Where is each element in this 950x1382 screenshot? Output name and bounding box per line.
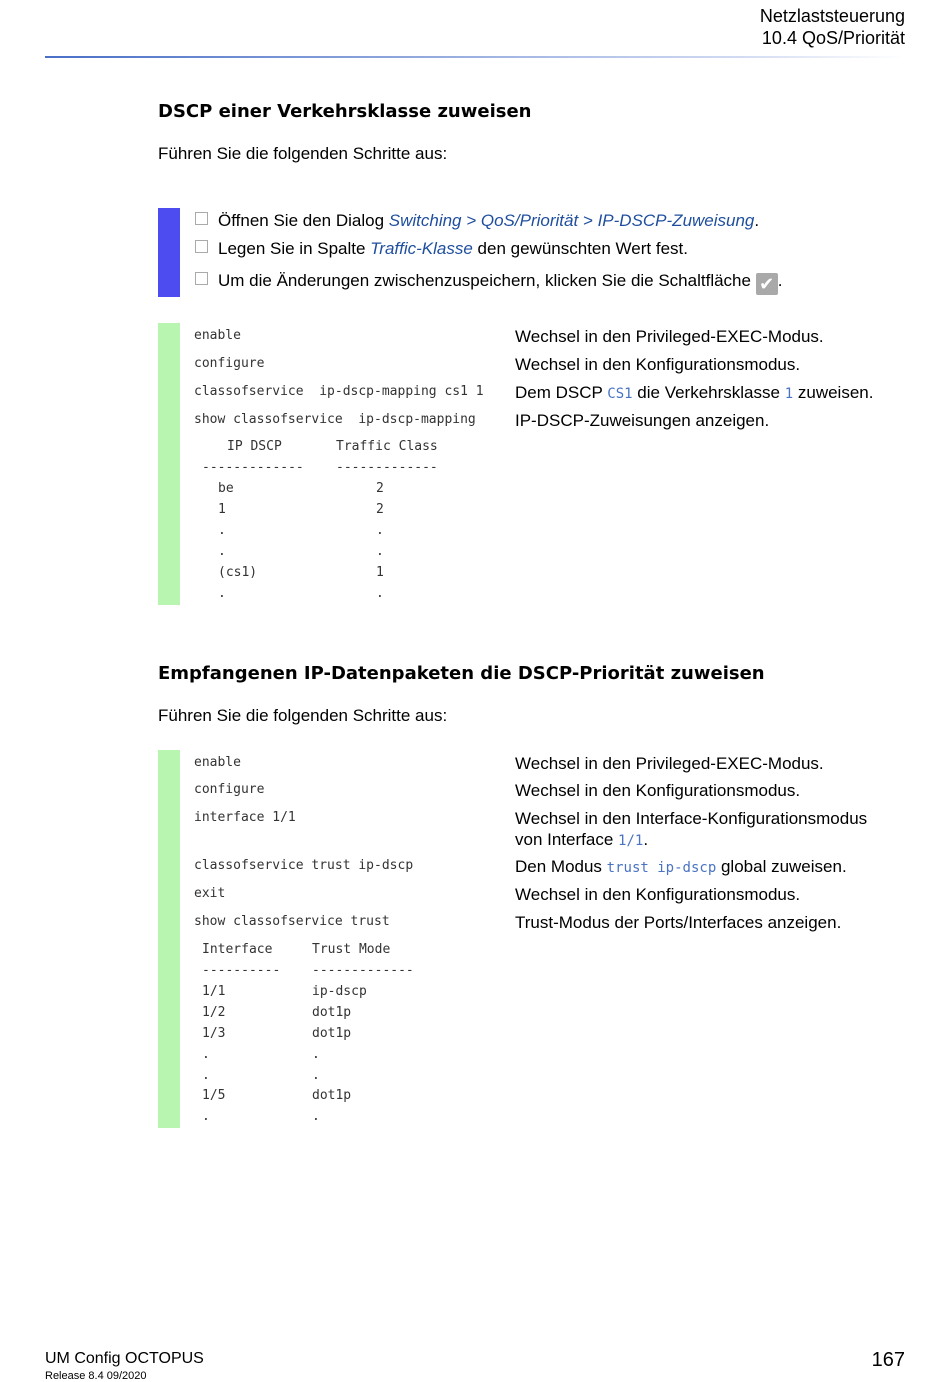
desc-text: global zuweisen. [716,857,847,876]
step-3 [195,271,782,295]
desc-text: die Verkehrsklasse [632,383,785,402]
table-separator: ------------- [336,460,438,475]
table-cell: . [218,586,226,601]
step-text: Legen Sie in Spalte [218,239,371,258]
desc-text: Den Modus [515,857,607,876]
command-trust-ip-dscp: classofservice trust ip-dscp [194,858,414,873]
table-cell: dot1p [312,1026,352,1041]
step-text: Um die Änderungen zwischenzuspeichern, klicken Sie die Schaltfläche [218,271,756,290]
command-description: Wechsel in den Interface-Konfigurationsmodus [515,809,868,828]
table-header: Traffic Class [336,439,438,454]
step-text: . [777,271,783,290]
checkbox-icon [195,272,208,285]
code-value: 1 [784,386,794,402]
table-cell: 1 [376,565,384,580]
page-number: 167 [871,1349,905,1371]
table-cell: (cs1) [218,565,258,580]
command-description: Wechsel in den Privileged-EXEC-Modus. [515,754,824,773]
table-cell: 1/1 [202,984,226,999]
table-separator: ------------- [202,460,304,475]
table-cell: 1/5 [202,1088,226,1103]
section1-intro: Führen Sie die folgenden Schritte aus: [158,144,448,163]
header-chapter: Netzlaststeuerung [759,6,905,26]
table-cell: 2 [376,481,384,496]
section2-heading: Empfangenen IP-Datenpaketen die DSCP-Priorität zuweisen [158,663,765,684]
command-description: Trust-Modus der Ports/Interfaces anzeigen. [515,913,842,932]
command-show-trust: show classofservice trust [194,914,390,929]
table-cell: . [218,523,226,538]
command-enable: enable [194,328,241,343]
table-cell: 1 [218,502,226,517]
table-cell: . [312,1068,320,1083]
command-description: Wechsel in den Privileged-EXEC-Modus. [515,327,824,346]
command-exit: exit [194,886,226,901]
table-cell: 1/2 [202,1005,226,1020]
table-cell: 1/3 [202,1026,226,1041]
table-cell: 2 [376,502,384,517]
table-cell: . [202,1068,210,1083]
command-marker-bar [158,323,180,605]
traffic-class-link[interactable]: Traffic-Klasse [370,239,473,258]
desc-text: zuweisen. [793,383,874,402]
command-description [515,382,873,405]
code-value: trust ip-dscp [606,860,717,876]
checkbox-icon [195,240,208,253]
command-description [515,829,648,852]
table-cell: be [218,481,234,496]
command-show-mapping: show classofservice ip-dscp-mapping [194,412,476,427]
table-cell: . [376,544,384,559]
table-header: IP DSCP [227,439,282,454]
command-description: Wechsel in den Konfigurationsmodus. [515,355,801,374]
step-text: Öffnen Sie den Dialog [218,211,389,230]
step-text: den gewünschten Wert fest. [472,239,688,258]
command-configure: configure [194,356,265,371]
table-cell: . [312,1109,320,1124]
table-separator: ---------- [202,963,281,978]
step-1 [195,211,759,231]
section2-intro: Führen Sie die folgenden Schritte aus: [158,706,448,725]
header-rule [45,56,905,58]
command-description: Wechsel in den Konfigurationsmodus. [515,781,801,800]
command-configure: configure [194,782,265,797]
command-interface: interface 1/1 [194,810,296,825]
footer-release: Release 8.4 09/2020 [45,1370,147,1382]
step-2 [195,239,688,259]
desc-text: von Interface [515,830,619,849]
dialog-path-link[interactable]: Switching > QoS/Priorität > IP-DSCP-Zuweisung [388,211,755,230]
table-cell: . [376,523,384,538]
table-cell: . [218,544,226,559]
table-cell: . [376,586,384,601]
command-description: IP-DSCP-Zuweisungen anzeigen. [515,411,770,430]
checkmark-icon[interactable]: ✔ [756,273,778,295]
desc-text: . [643,830,649,849]
command-description: Wechsel in den Konfigurationsmodus. [515,885,801,904]
checkbox-icon [195,212,208,225]
desc-text: Dem DSCP [515,383,608,402]
command-ip-dscp-mapping: classofservice ip-dscp-mapping cs1 1 [194,384,484,399]
command-enable: enable [194,755,241,770]
footer-title: UM Config OCTOPUS [45,1350,204,1367]
code-value: 1/1 [618,833,644,849]
steps-marker-bar [158,208,180,297]
command-description [515,856,847,879]
table-cell: dot1p [312,1005,352,1020]
table-separator: ------------- [312,963,414,978]
step-text: . [754,211,760,230]
table-cell: . [312,1047,320,1062]
table-cell: . [202,1047,210,1062]
table-cell: ip-dscp [312,984,367,999]
section1-heading: DSCP einer Verkehrsklasse zuweisen [158,101,532,122]
table-cell: . [202,1109,210,1124]
table-cell: dot1p [312,1088,352,1103]
header-section: 10.4 QoS/Priorität [761,28,905,48]
command-marker-bar [158,750,180,1128]
table-header: Trust Mode [312,942,391,957]
table-header: Interface [202,942,273,957]
code-value: CS1 [607,386,633,402]
